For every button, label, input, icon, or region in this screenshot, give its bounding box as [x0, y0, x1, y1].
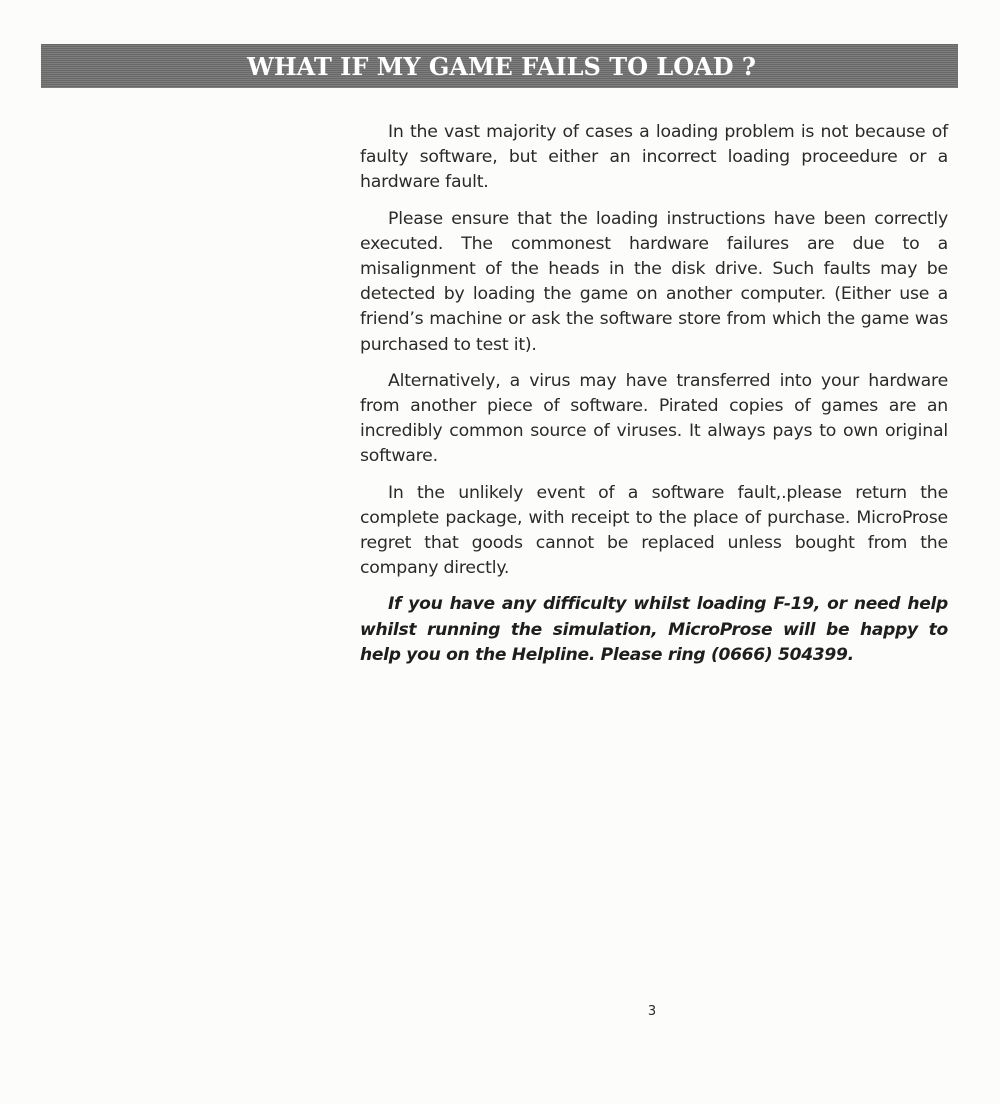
paragraph-virus: Alternatively, a virus may have transferred into your hardware from another piece of software. Pirated copies of games are an incredibly common source of viruses. It always pays to own original software. [360, 370, 948, 467]
page-title: WHAT IF MY GAME FAILS TO LOAD ? [247, 51, 756, 81]
paragraph-loading-instructions: Please ensure that the loading instructions have been correctly executed. The commonest hardware failures are due to a misalignment of the heads in the disk drive. Such faults may be detected by loading the game on another computer. (Either use a friend’s machine or ask the software store from which the game was purchased to test it). [360, 208, 948, 355]
paragraph-software-fault: In the unlikely event of a software fault,.please return the complete package, with receipt to the place of purchase. MicroProse regret that goods cannot be replaced unless bought from the company directly. [360, 482, 948, 579]
page-number: 3 [647, 1004, 657, 1019]
paragraph-loading-problem: In the vast majority of cases a loading problem is not because of faulty software, but either an incorrect loading proceedure or a hardware fault. [360, 122, 948, 193]
title-banner [41, 44, 958, 88]
paragraph-helpline: If you have any difficulty whilst loading F-19, or need help whilst running the simulation, MicroProse will be happy to help you on the Helpline. Please ring (0666) 504399. [360, 594, 948, 665]
body-text-column [360, 120, 948, 679]
